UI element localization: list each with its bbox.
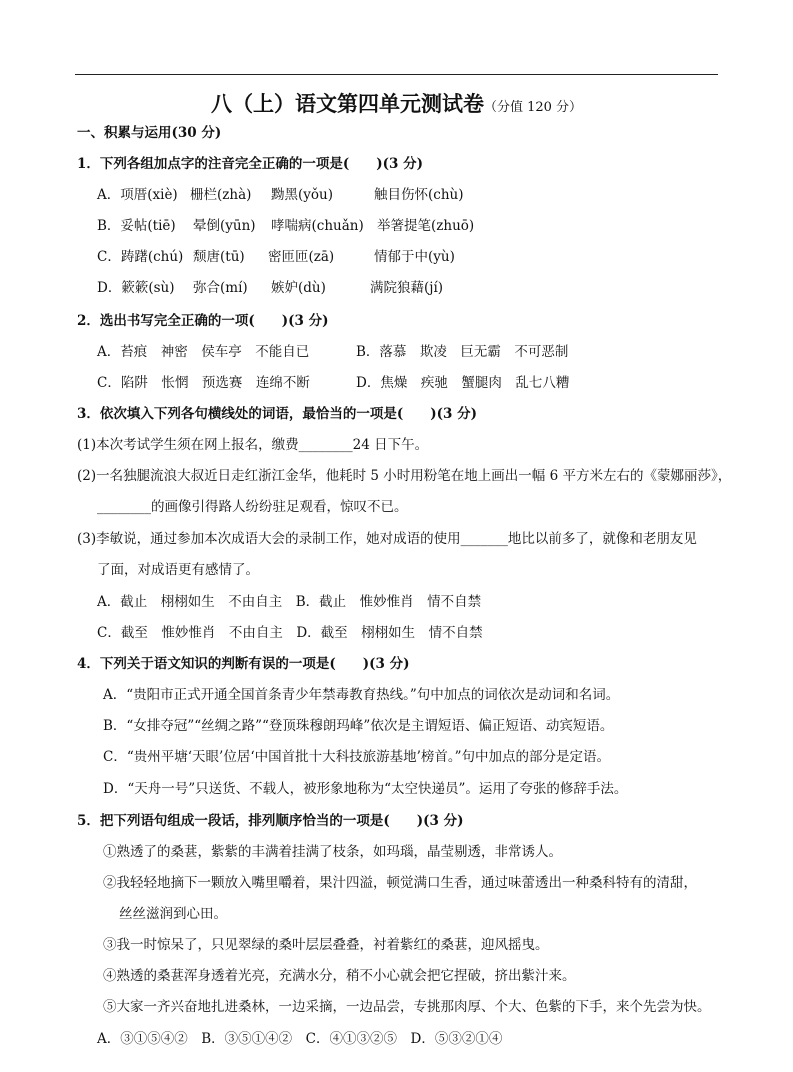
q3-options-ab: A．截止 栩栩如生 不由自主 B．截止 惟妙惟肖 情不自禁	[97, 594, 482, 610]
q3-sentence-1: (1)本次考试学生须在网上报名，缴费________24 日下午。	[77, 437, 429, 453]
q1-d-1: D．簌簌(sù)	[97, 280, 175, 296]
q4-option-a: A．“贵阳市正式开通全国首条青少年禁毒教育热线。”句中加点的词依次是动词和名词。	[103, 687, 620, 703]
q3-sentence-2: (2)一名独腿流浪大叔近日走红浙江金华，他耗时 5 小时用粉笔在地上画出一幅 6 平方米左右的《蒙娜丽莎》，	[77, 468, 732, 484]
q1-a-1: A．项厝(xiè)	[97, 187, 178, 203]
q4-stem: 4．下列关于语文知识的判断有误的一项是( )(3 分)	[77, 656, 410, 672]
q1-b-1: B．妥帖(tiē)	[97, 218, 176, 234]
q5-sentence-2-cont: 丝丝滋润到心田。	[119, 906, 227, 922]
q2-option-b: B．落慕 欺凌 巨无霸 不可恶制	[356, 344, 569, 360]
q2-option-d: D．焦燥 疾驰 蟹腿肉 乱七八糟	[356, 375, 570, 391]
q1-c-1: C．踌躇(chú)	[97, 249, 184, 265]
q4-option-d: D．“天舟一号”只送货、不载人，被形象地称为“太空快递员”。运用了夸张的修辞手法。	[103, 781, 628, 797]
q1-c-2: 颓唐(tū)	[193, 249, 245, 265]
q4-option-b: B．“女排夺冠”“丝绸之路”“登顶珠穆朗玛峰”依次是主谓短语、偏正短语、动宾短语。	[103, 718, 614, 734]
q5-sentence-1: ①熟透了的桑葚，紫紫的丰满着挂满了枝条，如玛瑙，晶莹剔透，非常诱人。	[103, 844, 562, 860]
q1-d-2: 弥合(mí)	[193, 280, 248, 296]
q5-sentence-4: ④熟透的桑葚浑身透着光亮，充满水分，稍不小心就会把它捏破，挤出紫汁来。	[103, 968, 576, 984]
title-score: （分值 120 分）	[483, 100, 583, 115]
q3-sentence-2-cont: ________的画像引得路人纷纷驻足观看，惊叹不已。	[97, 499, 408, 515]
q5-options: A．③①⑤④② B．③⑤①④② C．④①③②⑤ D．⑤③②①④	[97, 1031, 503, 1047]
q3-stem: 3．依次填入下列各句横线处的词语，最恰当的一项是( )(3 分)	[77, 406, 478, 422]
title-main: 八（上）语文第四单元测试卷	[210, 91, 484, 116]
top-rule	[75, 74, 718, 75]
q2-option-c: C．陷阱 怅惘 预选赛 连绵不断	[97, 375, 310, 391]
q1-c-4: 情郁于中(yù)	[374, 249, 455, 265]
q3-sentence-3: (3)李敏说，通过参加本次成语大会的录制工作，她对成语的使用_______地比以前多了，就像和老朋友见	[77, 531, 697, 547]
page-title	[0, 88, 793, 118]
q5-stem: 5．把下列语句组成一段话，排列顺序恰当的一项是( )(3 分)	[77, 813, 464, 829]
q3-options-cd: C．截至 惟妙惟肖 不由自主 D．截至 栩栩如生 情不自禁	[97, 625, 483, 641]
q2-stem: 2．选出书写完全正确的一项( )(3 分)	[77, 313, 329, 329]
q1-a-2: 栅栏(zhà)	[190, 187, 252, 203]
q5-sentence-3: ③我一时惊呆了，只见翠绿的桑叶层层叠叠，衬着紫红的桑葚，迎风摇曳。	[103, 937, 549, 953]
q1-a-4: 触目伤怀(chù)	[374, 187, 464, 203]
q4-option-c: C．“贵州平塘‘天眼’位居‘中国首批十大科技旅游基地’榜首。”句中加点的部分是定语。	[103, 749, 611, 765]
q5-sentence-5: ⑤大家一齐兴奋地扎进桑林，一边采摘，一边品尝，专挑那肉厚、个大、色紫的下手，来个先尝为快。	[103, 999, 711, 1015]
q1-b-3: 哮喘病(chuǎn)	[271, 218, 364, 234]
q1-d-4: 满院狼藉(jí)	[370, 280, 444, 296]
q1-d-3: 嫉妒(dù)	[271, 280, 326, 296]
q1-b-2: 晕倒(yūn)	[193, 218, 256, 234]
q3-sentence-3-cont: 了面，对成语更有感情了。	[97, 562, 259, 578]
q1-stem: 1．下列各组加点字的注音完全正确的一项是( )(3 分)	[77, 156, 424, 172]
q1-a-3: 黝黑(yǒu)	[271, 187, 333, 203]
q1-c-3: 密匝匝(zā)	[268, 249, 335, 265]
q1-b-4: 举箸提笔(zhuō)	[377, 218, 475, 234]
section-heading: 一、积累与运用(30 分)	[77, 125, 222, 141]
q5-sentence-2: ②我轻轻地摘下一颗放入嘴里嚼着，果汁四溢，顿觉满口生香，通过味蕾透出一种桑科特有的清甜，	[103, 875, 697, 891]
q2-option-a: A．苔痕 神密 侯车亭 不能自已	[97, 344, 310, 360]
